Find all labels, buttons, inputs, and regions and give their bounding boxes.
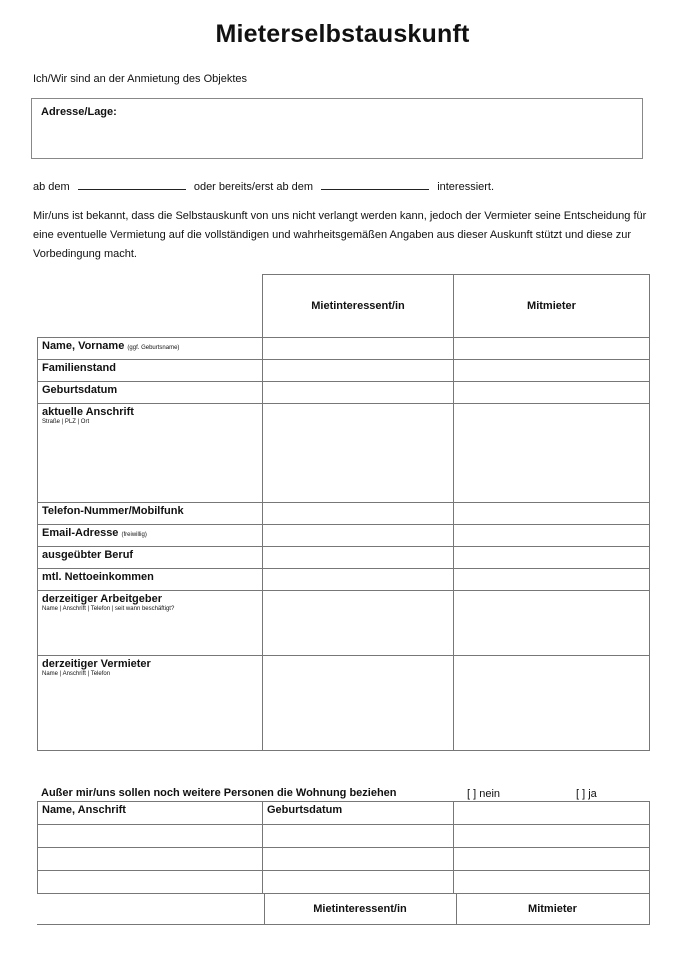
cell-income-tenant[interactable]: [263, 569, 454, 591]
cell-email-tenant[interactable]: [263, 525, 454, 547]
row-label-name: Name, Vorname (ggf. Geburtsname): [38, 338, 263, 360]
person-2-name[interactable]: [38, 848, 263, 871]
date-prefix: ab dem: [33, 181, 70, 193]
bottom-header-tenant: Mietinteressent/in: [264, 894, 456, 925]
person-3-name[interactable]: [38, 871, 263, 894]
intro-text: Ich/Wir sind an der Anmietung des Objektes: [33, 73, 247, 85]
row-label-profession: ausgeübter Beruf: [38, 547, 263, 569]
address-field[interactable]: [31, 98, 643, 159]
cell-name-cotenant[interactable]: [454, 338, 650, 360]
cell-landlord-tenant[interactable]: [263, 656, 454, 751]
persons-table: [37, 801, 650, 894]
cell-birthdate-tenant[interactable]: [263, 382, 454, 404]
header-cotenant: Mitmieter: [454, 275, 650, 338]
address-label: Adresse/Lage:: [41, 106, 117, 118]
cell-birthdate-cotenant[interactable]: [454, 382, 650, 404]
option-no-checkbox[interactable]: [ ] nein: [467, 788, 501, 800]
applicant-table: [37, 274, 650, 751]
page-title: Mieterselbstauskunft: [215, 20, 470, 48]
date-middle: oder bereits/erst ab dem: [193, 181, 314, 193]
header-tenant: Mietinteressent/in: [263, 275, 454, 338]
cell-employer-tenant[interactable]: [263, 591, 454, 656]
person-3-birthdate[interactable]: [263, 871, 454, 894]
cell-phone-cotenant[interactable]: [454, 503, 650, 525]
cell-address-tenant[interactable]: [263, 404, 454, 503]
person-2-birthdate[interactable]: [263, 848, 454, 871]
persons-header-name: Name, Anschrift: [38, 802, 263, 825]
bottom-header-table: [37, 893, 650, 925]
other-persons-question: Außer mir/uns sollen noch weitere Personen die Wohnung beziehen: [41, 787, 397, 799]
row-label-income: mtl. Nettoeinkommen: [38, 569, 263, 591]
row-label-birthdate: Geburtsdatum: [38, 382, 263, 404]
persons-header-empty: [454, 802, 650, 825]
bottom-corner-cell: [37, 894, 264, 925]
cell-phone-tenant[interactable]: [263, 503, 454, 525]
cell-landlord-cotenant[interactable]: [454, 656, 650, 751]
person-1-name[interactable]: [38, 825, 263, 848]
bottom-header-cotenant: Mitmieter: [456, 894, 649, 925]
option-yes-checkbox[interactable]: [ ] ja: [576, 788, 597, 800]
cell-marital-cotenant[interactable]: [454, 360, 650, 382]
cell-name-tenant[interactable]: [263, 338, 454, 360]
start-date-blank[interactable]: [78, 181, 186, 190]
row-label-address: aktuelle Anschrift Straße | PLZ | Ort: [38, 404, 263, 503]
cell-profession-cotenant[interactable]: [454, 547, 650, 569]
row-label-phone: Telefon-Nummer/Mobilfunk: [38, 503, 263, 525]
row-label-email: Email-Adresse (freiwillig): [38, 525, 263, 547]
alt-date-blank[interactable]: [321, 181, 429, 190]
cell-income-cotenant[interactable]: [454, 569, 650, 591]
cell-profession-tenant[interactable]: [263, 547, 454, 569]
cell-address-cotenant[interactable]: [454, 404, 650, 503]
cell-email-cotenant[interactable]: [454, 525, 650, 547]
date-suffix: interessiert.: [437, 181, 495, 193]
row-label-marital: Familienstand: [38, 360, 263, 382]
cell-employer-cotenant[interactable]: [454, 591, 650, 656]
disclaimer-paragraph: Mir/uns ist bekannt, dass die Selbstauskunft von uns nicht verlangt werden kann, jedoch der Vermieter seine Entscheidung für eine eventuelle Vermietung auf die vollständigen und wahrheitsgemäßen Angaben aus dieser Auskunft stützt und diese zur Vorbedingung macht.: [33, 210, 647, 260]
person-3-extra[interactable]: [454, 871, 650, 894]
person-1-extra[interactable]: [454, 825, 650, 848]
corner-cell: [38, 275, 263, 338]
row-label-landlord: derzeitiger Vermieter Name | Anschrift | Telefon: [38, 656, 263, 751]
cell-marital-tenant[interactable]: [263, 360, 454, 382]
row-label-employer: derzeitiger Arbeitgeber Name | Anschrift | Telefon | seit wann beschäftigt?: [38, 591, 263, 656]
persons-header-birthdate: Geburtsdatum: [263, 802, 454, 825]
person-2-extra[interactable]: [454, 848, 650, 871]
date-line: [33, 181, 494, 193]
person-1-birthdate[interactable]: [263, 825, 454, 848]
